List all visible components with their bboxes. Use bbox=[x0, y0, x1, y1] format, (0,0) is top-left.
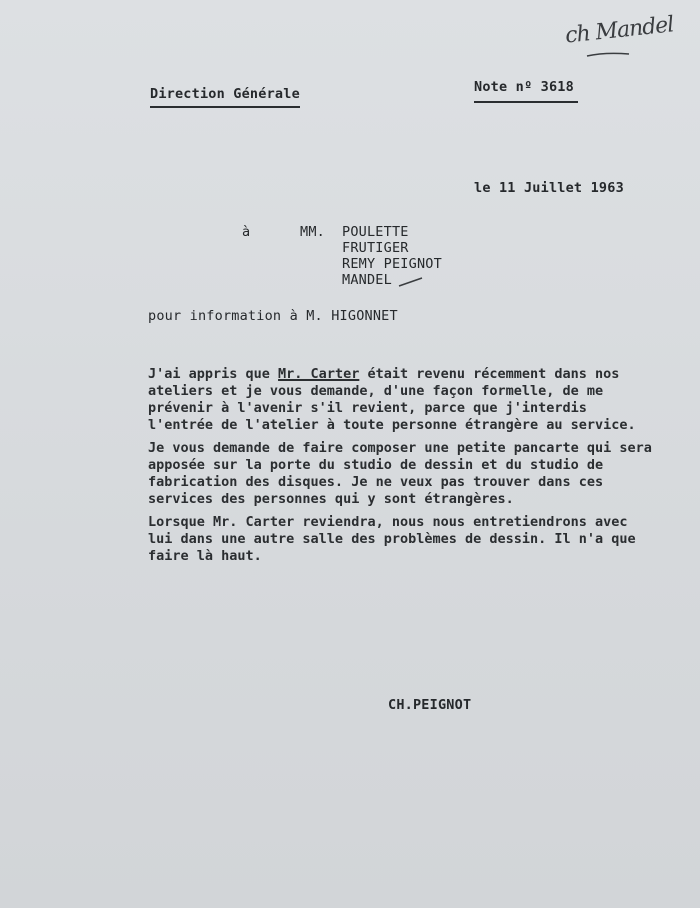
note-number-underline bbox=[474, 101, 578, 103]
recipient-name: MANDEL bbox=[342, 272, 392, 288]
handwritten-annotation: ch Mandel bbox=[563, 12, 675, 49]
department-underline bbox=[150, 106, 300, 108]
recipient-name: REMY PEIGNOT bbox=[342, 256, 442, 272]
check-mark bbox=[396, 274, 426, 290]
body-paragraph-3: Lorsque Mr. Carter reviendra, nous nous entretiendrons avec lui dans une autre salle des problèmes de dessin. Il n'a que faire là haut. bbox=[148, 514, 636, 564]
letter-date: le 11 Juillet 1963 bbox=[474, 180, 624, 196]
letter-body bbox=[148, 366, 653, 571]
carter-name-underlined: Mr. Carter bbox=[278, 366, 360, 382]
annotation-underline bbox=[585, 48, 635, 60]
body-paragraph-1: J'ai appris que Mr. Carter était revenu récemment dans nos ateliers et je vous demande, d'une façon formelle, de me prévenir à l'avenir s'il revient, parce que j'interdis l'entrée de l'atelier à toute personne étrangère au service. bbox=[148, 366, 636, 433]
recipients-title: MM. bbox=[300, 224, 325, 240]
signature: CH.PEIGNOT bbox=[388, 697, 472, 713]
note-number: Note nº 3618 bbox=[474, 79, 574, 95]
department-heading: Direction Générale bbox=[150, 86, 300, 102]
cc-line: pour information à M. HIGONNET bbox=[148, 308, 398, 324]
recipient-name: POULETTE bbox=[342, 224, 409, 240]
recipients-prefix: à bbox=[242, 224, 251, 240]
recipient-name: FRUTIGER bbox=[342, 240, 409, 256]
body-paragraph-2: Je vous demande de faire composer une petite pancarte qui sera apposée sur la porte du studio de dessin et du studio de fabrication des disques. Je ne veux pas trouver dans ces services des personnes qui y sont étrangères. bbox=[148, 440, 652, 507]
